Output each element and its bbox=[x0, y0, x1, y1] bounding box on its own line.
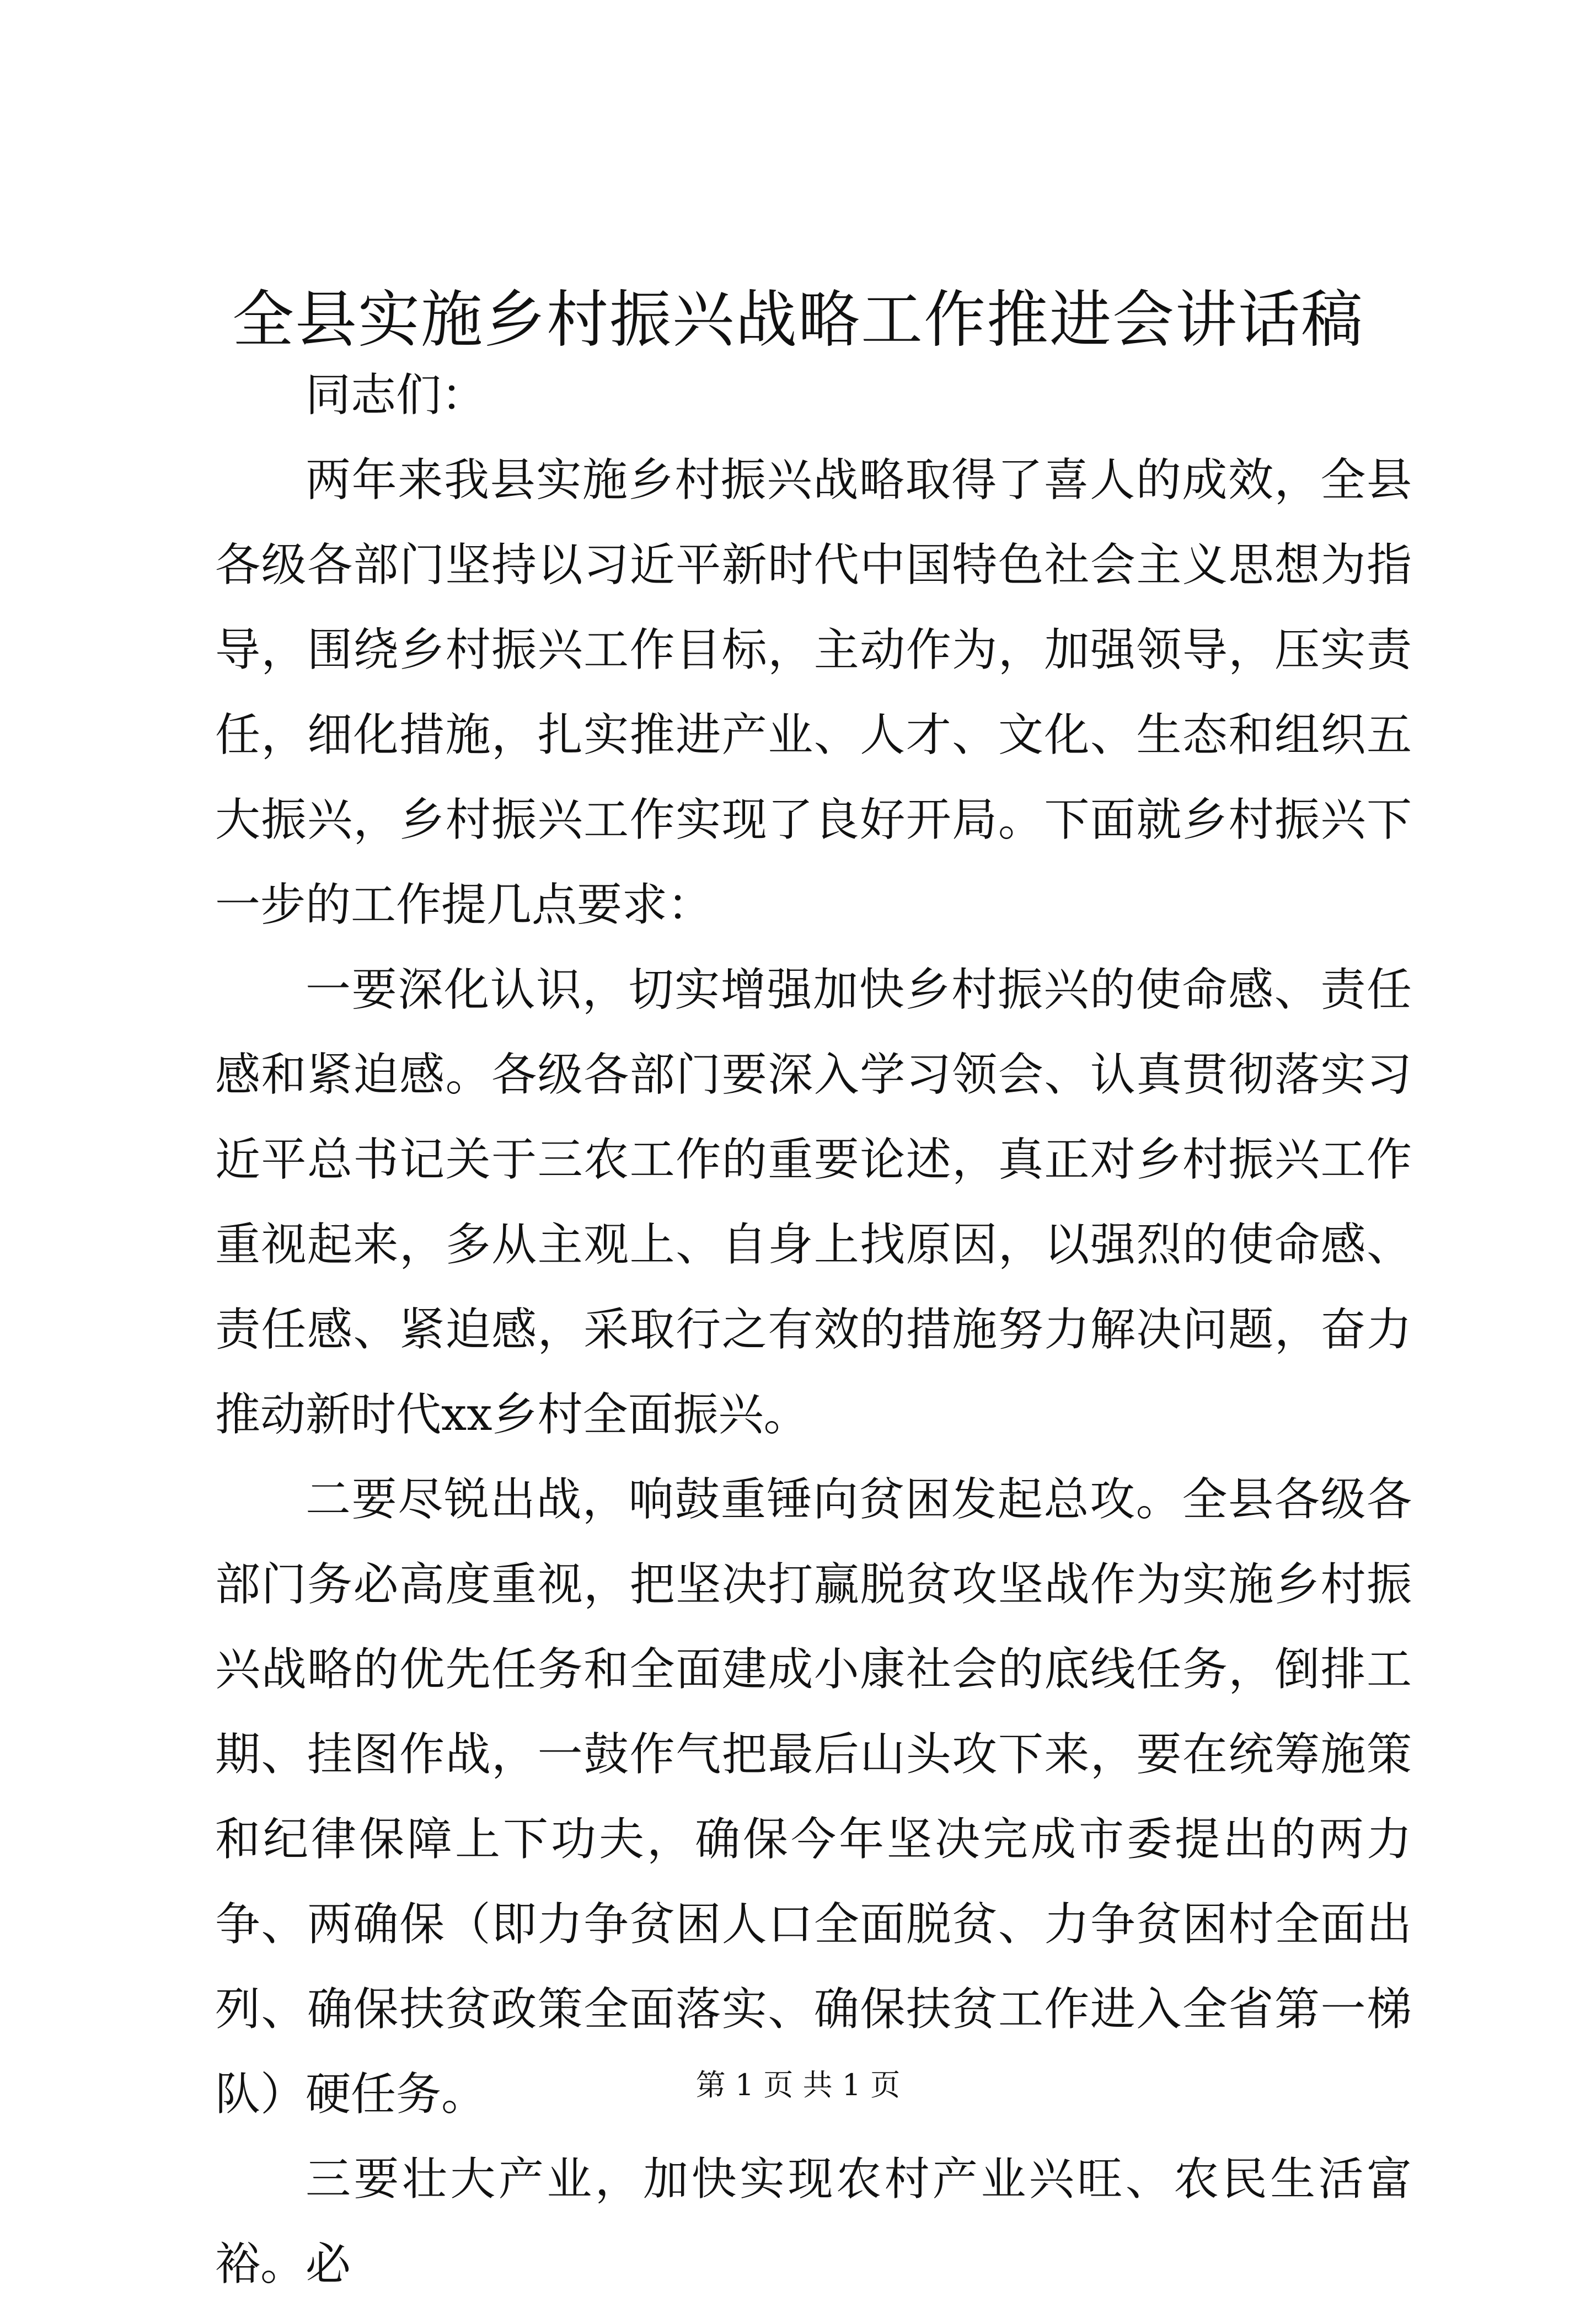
paragraph-intro: 两年来我县实施乡村振兴战略取得了喜人的成效，全县各级各部门坚持以习近平新时代中国特色社会主义思想为指导，围绕乡村振兴工作目标，主动作为，加强领导，压实责任，细化措施，扎实推进产业、人才、文化、生态和组织五大振兴，乡村振兴工作实现了良好开局。下面就乡村振兴下一步的工作提几点要求： bbox=[215, 454, 1412, 931]
salutation: 同志们： bbox=[306, 369, 487, 421]
page-footer: 第 1 页 共 1 页 bbox=[695, 2068, 901, 2102]
paragraph-point-one: 一要深化认识，切实增强加快乡村振兴的使命感、责任感和紧迫感。各级各部门要深入学习领会、认真贯彻落实习近平总书记关于三农工作的重要论述，真正对乡村振兴工作重视起来，多从主观上、自身上找原因，以强烈的使命感、责任感、紧迫感，采取行之有效的措施努力解决问题，奋力推动新时代xx乡村全面振兴。 bbox=[215, 964, 1412, 1441]
paragraph-point-three: 三要壮大产业，加快实现农村产业兴旺、农民生活富裕。必 bbox=[215, 2153, 1412, 2290]
document-title: 全县实施乡村振兴战略工作推进会讲话稿 bbox=[232, 284, 1364, 356]
paragraph-point-two: 二要尽锐出战，响鼓重锤向贫困发起总攻。全县各级各部门务必高度重视，把坚决打赢脱贫攻坚战作为实施乡村振兴战略的优先任务和全面建成小康社会的底线任务，倒排工期、挂图作战，一鼓作气把最后山头攻下来，要在统筹施策和纪律保障上下功夫，确保今年坚决完成市委提出的两力争、两确保（即力争贫困人口全面脱贫、力争贫困村全面出列、确保扶贫政策全面落实、确保扶贫工作进入全省第一梯队）硬任务。 bbox=[215, 1473, 1412, 2121]
document-body bbox=[215, 353, 1412, 2307]
